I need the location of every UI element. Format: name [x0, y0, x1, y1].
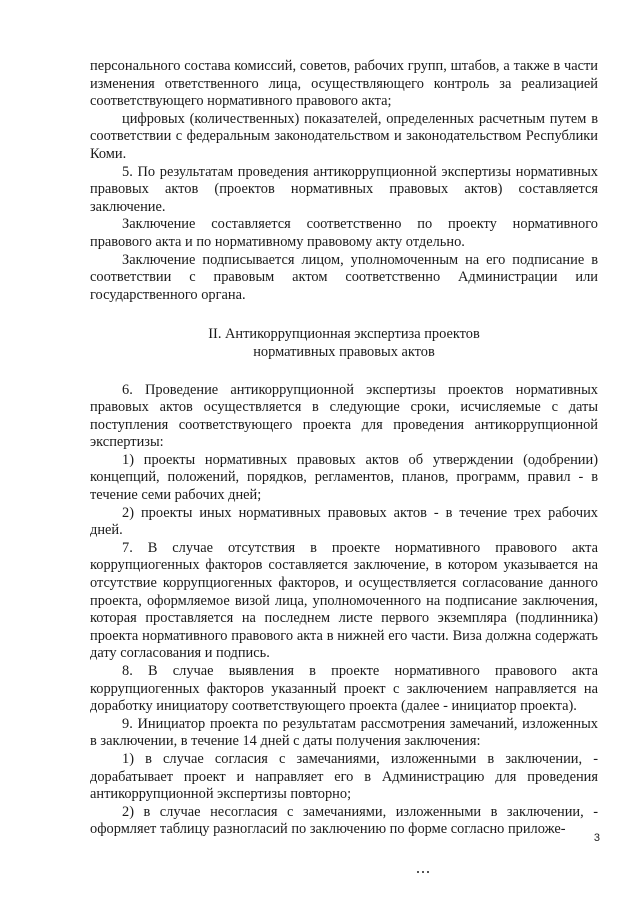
- section-heading-line-1: II. Антикоррупционная экспертиза проектов: [208, 326, 480, 343]
- page-number: 3: [593, 832, 600, 844]
- paragraph-2: цифровых (количественных) показателей, определенных расчетным путем в соответствии с федеральным законодательством и законодательством Республики Коми.: [90, 110, 598, 162]
- body-text-bottom: [90, 382, 598, 839]
- body-text-top: [90, 58, 598, 304]
- paragraph-4: Заключение составляется соответственно по проекту нормативного правового акта и по нормативному правовому акту отдельно.: [90, 216, 598, 250]
- paragraph-8: 2) проекты иных нормативных правовых актов - в течение трех рабочих дней.: [90, 504, 598, 539]
- paragraph-9: 7. В случае отсутствия в проекте нормативного правового акта коррупциогенных факторов составляется заключение, в котором указывается на отсутствие коррупциогенных факторов, и осуществляется согласование данного проекта, оформляемое визой лица, уполномоченного на подписание заключения, которая проставляется на последнем листе первого экземпляра (подлинника) проекта нормативного правового акта в нижней его части. Виза должна содержать дату согласования и подпись.: [90, 539, 598, 662]
- paragraph-10: 8. В случае выявления в проекте нормативного правового акта коррупциогенных факторов указанный проект с заключением направляется на доработку инициатору соответствующего проекта (далее - инициатор проекта).: [90, 663, 598, 715]
- paragraph-3: 5. По результатам проведения антикоррупционной экспертизы нормативных правовых актов (проектов нормативных правовых актов) составляется заключение.: [90, 163, 598, 215]
- paragraph-1: персонального состава комиссий, советов, рабочих групп, штабов, а также в части изменения ответственного лица, осуществляющего контроль за реализацией соответствующего нормативного правового акта;: [90, 58, 598, 110]
- section-heading-line-2: нормативных правовых актов: [253, 343, 435, 360]
- section-heading: [90, 326, 598, 361]
- paragraph-11: 9. Инициатор проекта по результатам рассмотрения замечаний, изложенных в заключении, в течение 14 дней с даты получения заключения:: [90, 715, 598, 750]
- paragraph-12: 1) в случае согласия с замечаниями, изложенными в заключении, - дорабатывает проект и направляет его в Администрацию для проведения антикоррупционной экспертизы повторно;: [90, 750, 598, 803]
- paragraph-7: 1) проекты нормативных правовых актов об утверждении (одобрении) концепций, положений, порядков, регламентов, планов, программ, правил - в течение семи рабочих дней;: [90, 451, 598, 504]
- paragraph-13: 2) в случае несогласия с замечаниями, изложенными в заключении, - оформляет таблицу разногласий по заключению по форме согласно приложе-: [90, 803, 598, 838]
- paragraph-6: 6. Проведение антикоррупционной экспертизы проектов нормативных правовых актов осуществляется в следующие сроки, исчисляемые с даты поступления соответствующего проекта для проведения антикоррупционной экспертизы:: [90, 381, 598, 451]
- paragraph-5: Заключение подписывается лицом, уполномоченным на его подписание в соответствии с правовым актом соответственно Администрации или государственного органа.: [90, 251, 598, 303]
- scan-artifact-mark: [417, 871, 431, 874]
